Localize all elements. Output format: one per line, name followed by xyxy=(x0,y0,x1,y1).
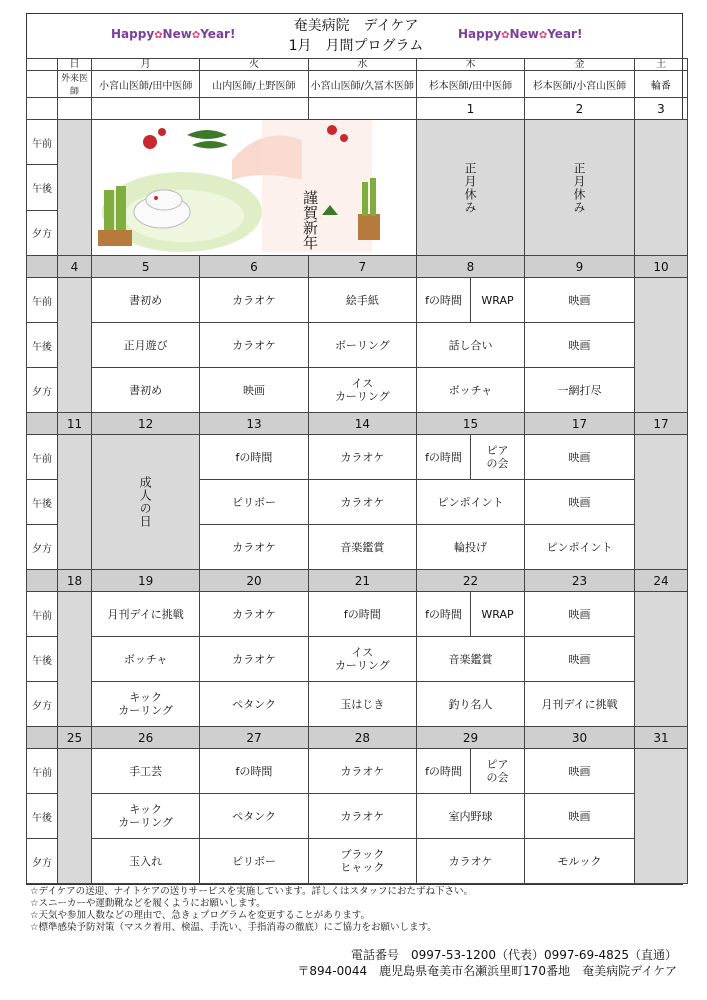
date-cell: 7 xyxy=(308,256,416,278)
activity-cell: 釣り名人 xyxy=(417,682,525,727)
activity-cell: キック カーリング xyxy=(92,682,200,727)
date-cell: 2 xyxy=(525,98,635,120)
blank-cell xyxy=(27,727,58,749)
slot-label-evening: 夕方 xyxy=(27,525,58,570)
slot-label-morning: 午前 xyxy=(27,435,58,480)
date-cell: 15 xyxy=(417,413,525,435)
activity-cell: ボッチャ xyxy=(417,368,525,413)
closed-cell xyxy=(58,120,92,256)
page-subtitle: 1月 月間プログラム xyxy=(288,38,424,54)
activity-cell: ブラック ヒャック xyxy=(308,839,416,884)
doctor-sat: 輪番 xyxy=(635,71,688,98)
activity-cell: fの時間 xyxy=(200,749,308,794)
slot-row xyxy=(27,794,688,839)
activity-cell: モルック xyxy=(525,839,635,884)
blank-cell xyxy=(27,256,58,278)
date-row-week1 xyxy=(27,98,688,120)
activity-cell: fの時間 xyxy=(417,749,471,794)
date-cell: 12 xyxy=(92,413,200,435)
happy-word: Happy xyxy=(111,27,155,41)
slot-label-morning: 午前 xyxy=(27,749,58,794)
activity-cell: ペタンク xyxy=(200,794,308,839)
activity-cell: ピリボー xyxy=(200,480,308,525)
address: 〒894-0044 鹿児島県奄美市名瀬浜里町170番地 奄美病院デイケア xyxy=(297,964,677,978)
activity-cell: 月刊デイに挑戦 xyxy=(525,682,635,727)
date-cell xyxy=(308,98,416,120)
page-title: 奄美病院 デイケア xyxy=(293,18,419,34)
holiday-cell-jan2 xyxy=(525,120,635,256)
slot-label-afternoon: 午後 xyxy=(27,165,58,210)
phone-number: 電話番号 0997-53-1200（代表）0997-69-4825（直通） xyxy=(350,948,677,962)
header xyxy=(26,13,683,58)
activity-cell: fの時間 xyxy=(417,435,471,480)
happy-new-year-right: Happy✿New✿Year! xyxy=(458,27,583,41)
note-line: ☆スニーカーや運動靴などを履くようにお願いします。 xyxy=(30,898,266,909)
activity-cell: ピリボー xyxy=(200,839,308,884)
date-cell: 22 xyxy=(417,570,525,592)
closed-cell xyxy=(635,749,688,884)
happy-new-year-left: Happy✿New✿Year! xyxy=(111,27,236,41)
note-line: ☆デイケアの送迎、ナイトケアの送りサービスを実施しています。詳しくはスタッフにおたずね下さい。 xyxy=(30,886,474,897)
date-cell: 20 xyxy=(200,570,308,592)
date-cell: 31 xyxy=(635,727,688,749)
new-year-card-image xyxy=(92,120,417,256)
date-cell: 21 xyxy=(308,570,416,592)
activity-cell: 書初め xyxy=(92,278,200,323)
date-cell: 13 xyxy=(200,413,308,435)
slot-label-morning: 午前 xyxy=(27,278,58,323)
activity-cell: ピア の会 xyxy=(471,435,525,480)
new-word: New xyxy=(162,27,192,41)
slot-label-evening: 夕方 xyxy=(27,368,58,413)
activity-cell: キック カーリング xyxy=(92,794,200,839)
activity-cell: fの時間 xyxy=(417,278,471,323)
date-cell: 27 xyxy=(200,727,308,749)
doctor-wed: 小宮山医師/久冨木医師 xyxy=(308,71,416,98)
card-greeting-text: 謹賀新年 xyxy=(301,190,319,250)
contact-info xyxy=(297,947,677,979)
date-cell: 8 xyxy=(417,256,525,278)
date-cell: 24 xyxy=(635,570,688,592)
slot-row xyxy=(27,839,688,884)
activity-cell: カラオケ xyxy=(200,278,308,323)
activity-cell: ピンポイント xyxy=(417,480,525,525)
activity-cell: fの時間 xyxy=(308,592,416,637)
activity-cell: カラオケ xyxy=(200,525,308,570)
year-word: Year! xyxy=(200,27,236,41)
date-cell xyxy=(92,98,200,120)
slot-label-morning: 午前 xyxy=(27,120,58,165)
activity-cell: ボーリング xyxy=(308,323,416,368)
doctor-thu: 杉本医師/田中医師 xyxy=(417,71,525,98)
date-cell: 23 xyxy=(525,570,635,592)
note-line: ☆標準感染予防対策（マスク着用、検温、手洗い、手指消毒の徹底）にご協力をお願いします。 xyxy=(30,922,437,933)
date-cell: 17 xyxy=(525,413,635,435)
activity-cell: 絵手紙 xyxy=(308,278,416,323)
activity-cell: 映画 xyxy=(200,368,308,413)
slot-row xyxy=(27,592,688,637)
slot-row xyxy=(27,368,688,413)
activity-cell: 映画 xyxy=(525,480,635,525)
activity-cell: カラオケ xyxy=(200,323,308,368)
blank-cell xyxy=(27,570,58,592)
slot-label-afternoon: 午後 xyxy=(27,480,58,525)
activity-cell: fの時間 xyxy=(200,435,308,480)
date-row-week4 xyxy=(27,570,688,592)
activity-cell: 音楽鑑賞 xyxy=(417,637,525,682)
new-word: New xyxy=(509,27,539,41)
activity-cell: 映画 xyxy=(525,592,635,637)
date-cell: 5 xyxy=(92,256,200,278)
day-tue: 火 xyxy=(200,59,308,71)
activity-cell: カラオケ xyxy=(200,592,308,637)
day-wed: 水 xyxy=(308,59,416,71)
activity-cell: カラオケ xyxy=(200,637,308,682)
closed-cell xyxy=(635,592,688,727)
activity-cell: 映画 xyxy=(525,435,635,480)
slot-label-afternoon: 午後 xyxy=(27,323,58,368)
activity-cell: イス カーリング xyxy=(308,368,416,413)
activity-cell: 正月遊び xyxy=(92,323,200,368)
weekday-row xyxy=(27,59,688,71)
activity-cell: カラオケ xyxy=(308,794,416,839)
blank-cell xyxy=(27,59,58,71)
closed-cell xyxy=(635,120,688,256)
activity-cell: カラオケ xyxy=(308,435,416,480)
activity-cell: 手工芸 xyxy=(92,749,200,794)
date-cell: 4 xyxy=(58,256,92,278)
activity-cell: 玉入れ xyxy=(92,839,200,884)
blank-cell xyxy=(27,413,58,435)
holiday-cell-jan1 xyxy=(417,120,525,256)
slot-row xyxy=(27,323,688,368)
blank-cell xyxy=(27,71,58,98)
holiday-cell-jan12 xyxy=(92,435,200,570)
activity-cell: 映画 xyxy=(525,637,635,682)
activity-cell: 輪投げ xyxy=(417,525,525,570)
activity-cell: 一網打尽 xyxy=(525,368,635,413)
day-sun: 日 xyxy=(58,59,92,71)
date-cell: 9 xyxy=(525,256,635,278)
note-line: ☆天気や参加人数などの理由で、急きょプログラムを変更することがあります。 xyxy=(30,910,370,921)
activity-cell: カラオケ xyxy=(308,480,416,525)
activity-cell: 書初め xyxy=(92,368,200,413)
program-calendar xyxy=(26,58,688,884)
activity-cell: 映画 xyxy=(525,749,635,794)
activity-cell: fの時間 xyxy=(417,592,471,637)
activity-cell: 室内野球 xyxy=(417,794,525,839)
date-cell: 19 xyxy=(92,570,200,592)
activity-cell: ボッチャ xyxy=(92,637,200,682)
date-cell: 30 xyxy=(525,727,635,749)
closed-cell xyxy=(635,278,688,413)
date-cell: 28 xyxy=(308,727,416,749)
date-cell: 10 xyxy=(635,256,688,278)
slot-label-afternoon: 午後 xyxy=(27,794,58,839)
date-cell: 14 xyxy=(308,413,416,435)
activity-cell: ピンポイント xyxy=(525,525,635,570)
date-cell xyxy=(200,98,308,120)
slot-row xyxy=(27,682,688,727)
date-row-week5 xyxy=(27,727,688,749)
date-cell: 26 xyxy=(92,727,200,749)
doctor-tue: 山内医師/上野医師 xyxy=(200,71,308,98)
slot-row xyxy=(27,278,688,323)
slot-row xyxy=(27,435,688,480)
doctor-row xyxy=(27,71,688,98)
date-cell: 18 xyxy=(58,570,92,592)
activity-cell: WRAP xyxy=(471,592,525,637)
date-row-week3 xyxy=(27,413,688,435)
slot-row xyxy=(27,120,688,165)
date-cell xyxy=(58,98,92,120)
activity-cell: 話し合い xyxy=(417,323,525,368)
date-row-week2 xyxy=(27,256,688,278)
year-word: Year! xyxy=(547,27,583,41)
date-cell: 6 xyxy=(200,256,308,278)
day-sat: 土 xyxy=(635,59,688,71)
day-fri: 金 xyxy=(525,59,635,71)
activity-cell: WRAP xyxy=(471,278,525,323)
holiday-label: 成人の日 xyxy=(138,476,153,528)
activity-cell: 月刊デイに挑戦 xyxy=(92,592,200,637)
activity-cell: ピア の会 xyxy=(471,749,525,794)
date-cell: 25 xyxy=(58,727,92,749)
date-cell: 3 xyxy=(635,98,688,120)
slot-label-afternoon: 午後 xyxy=(27,637,58,682)
activity-cell: ペタンク xyxy=(200,682,308,727)
slot-label-evening: 夕方 xyxy=(27,210,58,255)
day-mon: 月 xyxy=(92,59,200,71)
slot-label-evening: 夕方 xyxy=(27,682,58,727)
closed-cell xyxy=(58,435,92,570)
activity-cell: イス カーリング xyxy=(308,637,416,682)
closed-cell xyxy=(58,592,92,727)
new-year-card-illustration xyxy=(92,120,416,252)
holiday-label: 正月休み xyxy=(463,161,477,214)
happy-word: Happy xyxy=(458,27,502,41)
activity-cell: 音楽鑑賞 xyxy=(308,525,416,570)
activity-cell: カラオケ xyxy=(308,749,416,794)
blank-cell xyxy=(27,98,58,120)
activity-cell: 玉はじき xyxy=(308,682,416,727)
closed-cell xyxy=(58,749,92,884)
slot-label-morning: 午前 xyxy=(27,592,58,637)
slot-row xyxy=(27,637,688,682)
date-cell: 11 xyxy=(58,413,92,435)
doctor-fri: 杉本医師/小宮山医師 xyxy=(525,71,635,98)
activity-cell: 映画 xyxy=(525,278,635,323)
date-cell: 17 xyxy=(635,413,688,435)
date-cell: 29 xyxy=(417,727,525,749)
activity-cell: 映画 xyxy=(525,794,635,839)
notes xyxy=(30,886,473,934)
date-cell: 1 xyxy=(417,98,525,120)
activity-cell: カラオケ xyxy=(417,839,525,884)
slot-label-evening: 夕方 xyxy=(27,839,58,884)
doctor-sun: 外来医師 xyxy=(58,71,92,98)
closed-cell xyxy=(635,435,688,570)
doctor-mon: 小宮山医師/田中医師 xyxy=(92,71,200,98)
holiday-label: 正月休み xyxy=(572,161,586,214)
day-thu: 木 xyxy=(417,59,525,71)
activity-cell: 映画 xyxy=(525,323,635,368)
closed-cell xyxy=(58,278,92,413)
slot-row xyxy=(27,749,688,794)
